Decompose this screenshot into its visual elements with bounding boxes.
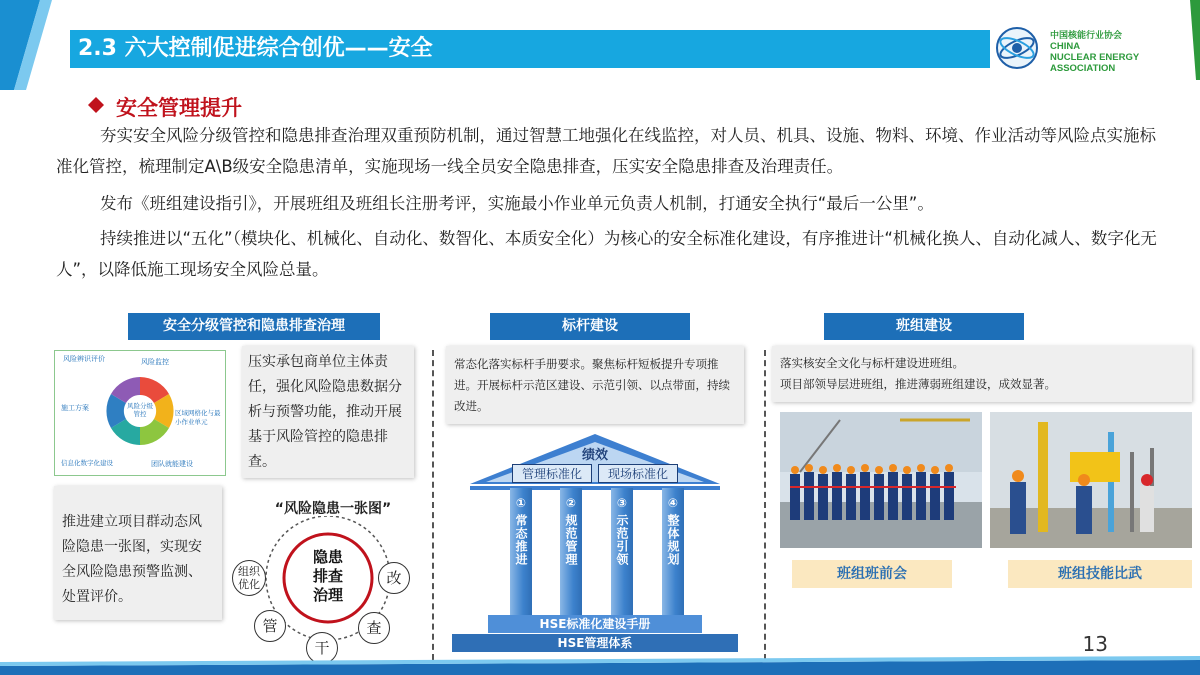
cycle-node-check: 查: [358, 612, 390, 644]
cycle-center-line-2: 排查: [312, 567, 343, 585]
photo-2-caption: 班组技能比武: [1008, 560, 1192, 588]
photo-1-caption: 班组班前会: [792, 560, 952, 588]
header-accent-shape: [0, 0, 52, 90]
pillar-4-text: 整体规划: [666, 514, 680, 566]
col3-header: 班组建设: [824, 313, 1024, 340]
logo-text: [1050, 30, 1139, 74]
pillar-2-num: ②: [565, 496, 577, 510]
page-title: 2.3 六大控制促进综合创优——安全: [78, 36, 433, 61]
col1-header: 安全分级管控和隐患排查治理: [128, 313, 380, 340]
cnea-globe-logo-icon: [995, 26, 1039, 70]
cycle-center: [298, 548, 358, 605]
pillar-1-text: 常态推进: [514, 514, 528, 566]
logo-cn: 中国核能行业协会: [1050, 30, 1123, 40]
roof-label-2: 现场标准化: [598, 464, 678, 483]
wheel-label-6: 施工方案: [61, 404, 89, 412]
col2-header: 标杆建设: [490, 313, 690, 340]
diamond-bullet-icon: [88, 97, 104, 117]
paragraph-3: 持续推进以“五化”（模块化、机械化、自动化、数智化、本质安全化）为核心的安全标准化建设，有序推进计“机械化换人、自动化减人、数字化无人”，以降低施工现场安全风险总量。: [56, 229, 1157, 279]
cycle-node-organize: 组织优化: [232, 560, 266, 596]
pillar-3-num: ③: [616, 496, 628, 510]
cycle-node-do: 干: [306, 632, 338, 664]
cycle-node-manage: 管: [254, 610, 286, 642]
cycle-title: “风险隐患一张图”: [274, 501, 392, 517]
green-corner-strip: [1162, 0, 1200, 80]
bottom-band: [0, 656, 1200, 675]
wheel-label-3: 区域网格化与最小作业单元: [175, 409, 221, 426]
col3-text-line-2: 项目部领导层进班组，推进薄弱班组建设，成效显著。: [780, 377, 1056, 391]
divider-1: [432, 350, 434, 660]
benchmark-temple-diagram: [470, 432, 720, 658]
skills-competition-photo: [990, 412, 1192, 548]
pillar-2: [560, 488, 582, 628]
risk-map-cycle: [232, 494, 422, 664]
wheel-center-label: 风险分级管控: [127, 402, 153, 418]
temple-base-bottom: HSE管理体系: [452, 634, 738, 652]
pillar-4-num: ④: [667, 496, 679, 510]
col1-box2: 推进建立项目群动态风险隐患一张图，实现安全风险隐患预警监测、处置评价。: [54, 486, 222, 620]
cycle-center-line-1: 隐患: [312, 548, 343, 566]
wheel-label-2: 风险监控: [141, 358, 169, 366]
roof-label-1: 管理标准化: [512, 464, 592, 483]
pillar-1: [510, 488, 532, 628]
logo-en-2: NUCLEAR ENERGY: [1050, 52, 1140, 63]
cycle-node-fix: 改: [378, 562, 410, 594]
workers-lineup-photo: [780, 412, 982, 548]
cycle-center-line-3: 治理: [312, 586, 343, 604]
pillar-3: [611, 488, 633, 628]
col3-text-line-1: 落实核安全文化与标杆建设进班组。: [780, 356, 964, 370]
temple-top-label: 绩效: [581, 448, 608, 463]
pillar-4: [662, 488, 684, 628]
logo-en-3: ASSOCIATION: [1050, 63, 1116, 74]
pillar-2-text: 规范管理: [564, 514, 578, 566]
pillar-1-num: ①: [515, 496, 527, 510]
pillar-3-text: 示范引领: [615, 514, 629, 566]
paragraph-1: 夯实安全风险分级管控和隐患排查治理双重预防机制，通过智慧工地强化在线监控，对人员、机具、设施、物料、环境、作业活动等风险点实施标准化管控，梳理制定A\B级安全隐患清单，实施现场一线全员安全隐患排查，压实安全隐患排查及治理责任。: [56, 126, 1156, 176]
col3-text: [772, 346, 1192, 402]
wheel-label-1: 风险辨识评价: [63, 355, 105, 363]
col1-box1: 压实承包商单位主体责任，强化风险隐患数据分析与预警功能，推动开展基于风险管控的隐患排查。: [242, 346, 414, 478]
paragraph-2: 发布《班组建设指引》，开展班组及班组长注册考评，实施最小作业单元负责人机制，打通安全执行“最后一公里”。: [100, 194, 934, 213]
page-number: 13: [1082, 632, 1108, 656]
temple-base-top: HSE标准化建设手册: [488, 615, 702, 633]
risk-wheel-diagram: [54, 350, 226, 476]
section-heading: 安全管理提升: [116, 96, 242, 120]
logo-en-1: CHINA: [1050, 41, 1081, 52]
col2-text: 常态化落实标杆手册要求。聚焦标杆短板提升专项推进。开展标杆示范区建设、示范引领、以点带面，持续改进。: [446, 346, 744, 424]
wheel-label-5: 信息化数字化建设: [61, 459, 113, 467]
wheel-label-4: 团队就能建设: [151, 460, 193, 468]
divider-2: [764, 350, 766, 660]
